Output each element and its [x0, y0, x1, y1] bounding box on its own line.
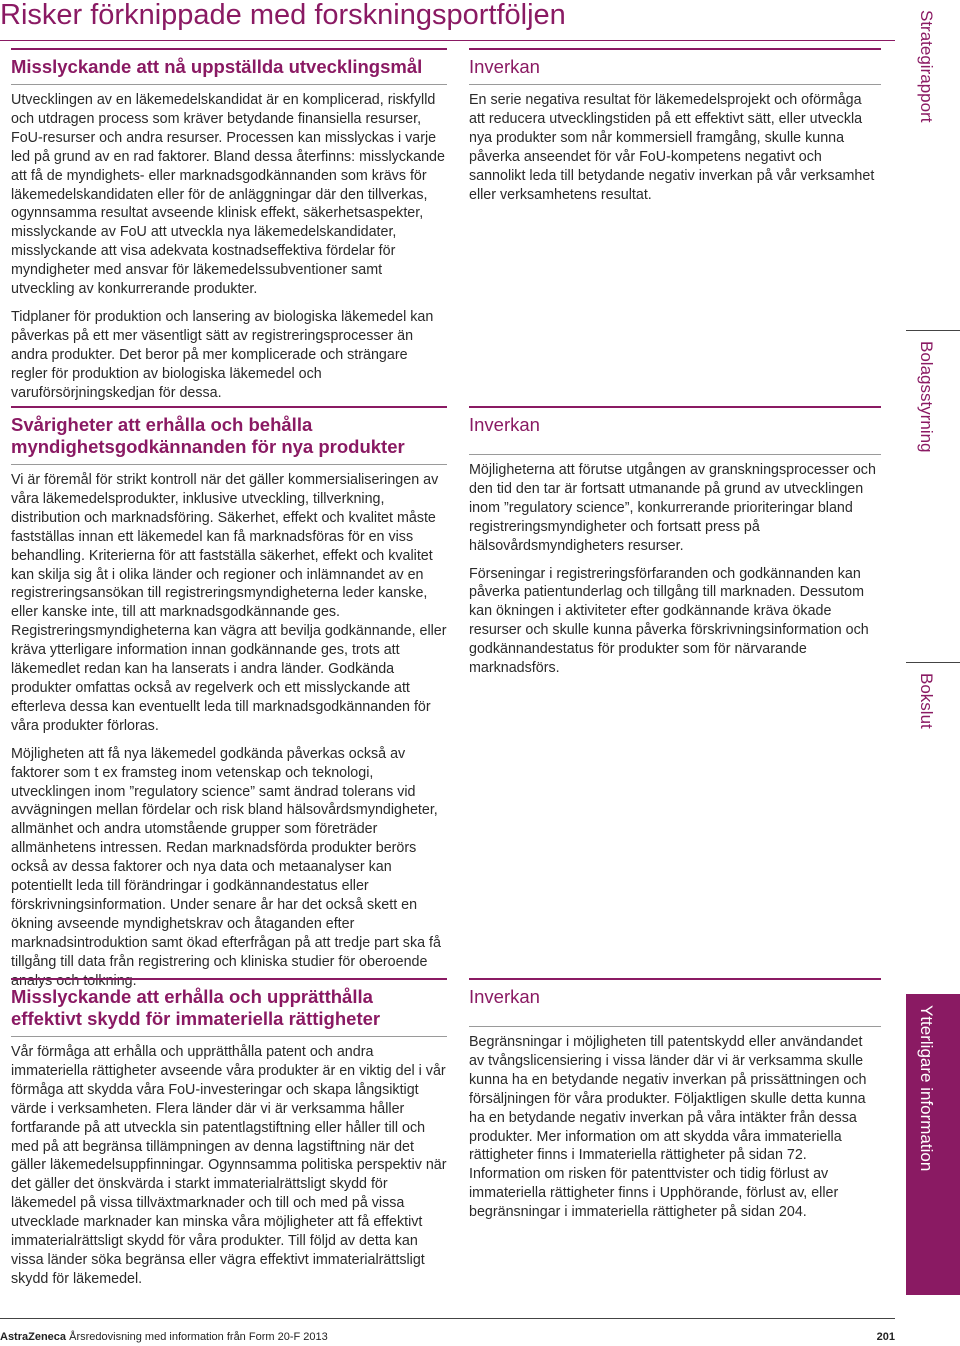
paragraph: Tidplaner för produktion och lansering av biologiska läkemedel kan påverkas på ett mer väsentligt sätt av registreringsprocesser än andra produkter. Det beror på mer komplicerade och strängare regler för produktion av biologiska läkemedel och varuförsörjningskedjan för dessa. — [11, 308, 434, 401]
tab-label: Bokslut — [917, 673, 936, 729]
section-title: Misslyckande att nå uppställda utvecklingsmål — [11, 48, 447, 78]
footer-text: Årsredovisning med information från Form 20-F 2013 — [69, 1331, 328, 1343]
brand-name: AstraZeneca — [0, 1331, 67, 1343]
paragraph: Förseningar i registreringsförfaranden och godkännanden kan påverka patientunderlag och tillgång till marknaden. Dessutom kan ökningen i aktiviteter efter godkännande kräva ökade resurser och skulle kunna påverka förskrivningsinformation och godkännandestatus för produkter som för närvarande marknadsförs. — [469, 565, 869, 677]
paragraph: Utvecklingen av en läkemedelskandidat är en komplicerad, riskfylld och utdragen process som kräver betydande finansiella resurser, FoU-resurser och andra resurser. Processen kan misslyckas i varje led på grund av en rad faktorer. Bland dessa återfinns: misslyckande att få de myndighets- eller marknadsgodkännanden som krävs för läkemedelskandidaten eller för de anläggningar där den tillverkas, ogynnsamma resultat avseende klinisk effekt, säkerhetsaspekter, misslyckande av FoU att utveckla nya läkemedelskandidater, misslyckande att visa adekvata kostnadseffektiva fördelar för myndigheter med ansvar för läkemedelssubventioner samt utveckling av konkurrerande produkter. — [11, 92, 445, 298]
paragraph: Vår förmåga att erhålla och upprätthålla patent och andra immateriella rättigheter avseende våra produkter är en viktig del i vår förmåga att skydda våra FoU-investeringar och skapa långsiktigt värde i verksamheten. Flera länder där vi är verksamma håller fortfarande på att utveckla sin patentlagstiftning eller håller till och med på att begränsa tillämpningen av denna lagstiftning när det gäller läkemedelsuppfinningar. Ogynnsamma politiska perspektiv när det gäller det önskvärda i starkt immaterialrättsligt skydd för läkemedel på vissa tillväxtmarknader och till och med på vissa utvecklade marknader kan minska våra möjligheter att få effektivt immaterialrättsligt skydd för våra produkter. Till följd av detta kan vissa länder söka begränsa eller vägra effektivt immaterialrättsligt skydd för läkemedel. — [11, 1044, 447, 1287]
impact-block-2 — [469, 406, 881, 678]
section-intellectual-property — [11, 978, 447, 1289]
page-title: Risker förknippade med forskningsportföljen — [0, 0, 895, 41]
section-development-goals — [11, 48, 447, 403]
section-title: Svårigheter att erhålla och behålla myndighetsgodkännanden för nya produkter — [11, 406, 447, 458]
paragraph: Möjligheten att få nya läkemedel godkända påverkas också av faktorer som t ex framsteg inom vetenskap och teknologi, utvecklingen inom ”regulatory science” samt ändrad tolerans vid avvägningen mellan fördelar och risk bland hälsovårdsmyndigheter, allmänhet och andra utomstående grupper som företräder allmänhetens intressen. Redan marknadsförda produkter berörs också av dessa faktorer och nya data och metaanalyser kan potentiellt leda till förändringar i godkännandestatus eller förskrivningsinformation. Under senare år har det också skett en ökning avseende myndighetskrav och åtaganden efter marknadsintroduktion samt ökad efterfrågan på att tredje part ska få tillgång till data från registrering och kliniska studier för oberoende analys och tolkning. — [11, 745, 441, 989]
impact-block-3 — [469, 978, 881, 1222]
section-regulatory-approvals — [11, 406, 447, 990]
impact-title: Inverkan — [469, 48, 881, 78]
tab-bokslut[interactable] — [906, 662, 960, 995]
tab-label: Ytterligare information — [917, 1005, 936, 1172]
page-number: 201 — [876, 1331, 895, 1343]
tab-ytterligare-information[interactable] — [906, 994, 960, 1295]
paragraph: Begränsningar i möjligheten till patentskydd eller användandet av tvångslicensiering i vissa länder där vi är verksamma skulle kunna ha en betydande negativ inverkan på prissättningen och försäljningen för våra produkter. Följaktligen skulle detta kunna ha en betydande negativ inverkan på våra intäkter från dessa produkter. Mer information om att skydda våra immateriella rättigheter finns i Immateriella rättigheter på sidan 72. Information om risken för patenttvister och tidig förlust av immateriella rättigheter finns i Upphörande, förlust av, eller begränsningar i immateriella rättigheter på sidan 204. — [469, 1034, 867, 1221]
tab-label: Bolagsstyrning — [917, 341, 936, 453]
paragraph: Möjligheterna att förutse utgången av granskningsprocesser och den tid den tar är fortsatt utmanande på grund av utvecklingen inom ”regulatory science”, konkurrerande prioriteringar bland registreringsmyndigheter och fortsatt press på hälsovårdsmyndigheters resurser. — [469, 462, 876, 554]
tab-label: Strategirapport — [917, 10, 936, 123]
paragraph: Vi är föremål för strikt kontroll när det gäller kommersialiseringen av våra läkemedelsprodukter, inklusive utveckling, tillverkning, distribution och marknadsföring. Säkerhet, effekt och kvalitet måste fastställas innan ett läkemedel kan få marknadsföras för en viss behandling. Kriterierna för att fastställa säkerhet, effekt och kvalitet kan skilja sig åt i olika länder och regioner och inlämnandet av en registreringsansökan till registreringsmyndigheterna leder kanske, eller kanske inte, till att marknadsgodkännande ges. Registreringsmyndigheterna kan vägra att bevilja godkännande, eller kräva ytterligare information innan godkännande ges, trots att läkemedlet redan kan ha lanserats i andra länder. Godkända produkter omfattas också av regelverk och ett misslyckande att efterleva dessa kan eventuellt leda till marknadsgodkännanden för våra produkter förloras. — [11, 472, 447, 734]
tab-bolagsstyrning[interactable] — [906, 330, 960, 663]
impact-title: Inverkan — [469, 978, 881, 1008]
impact-title: Inverkan — [469, 406, 881, 436]
section-title: Misslyckande att erhålla och upprätthålla effektivt skydd för immateriella rättigheter — [11, 978, 447, 1030]
page-footer — [0, 1318, 895, 1343]
tab-strategirapport[interactable] — [906, 0, 960, 330]
impact-block-1 — [469, 48, 881, 204]
paragraph: En serie negativa resultat för läkemedelsprojekt och oförmåga att reducera utvecklingstiden på ett effektivt sätt, eller utveckla nya produkter som når kommersiell framgång, skulle kunna påverka anseendet för vår FoU-kompetens negativt och sannolikt leda till betydande negativ inverkan på vår verksamhet eller verksamhetens resultat. — [469, 92, 875, 203]
